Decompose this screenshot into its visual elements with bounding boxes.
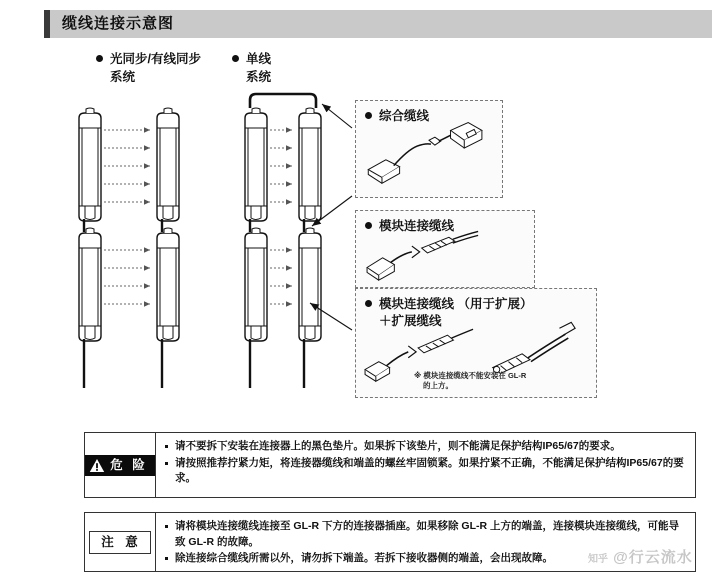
callout-extension-cable [355,288,597,398]
danger-badge [85,455,154,476]
callout-label-line2: ＋扩展缆线 [379,314,442,328]
module-connection-cable-illustration [356,211,534,287]
caution-badge: 注 意 [89,531,150,554]
composite-cable-illustration [356,101,502,197]
danger-body [156,433,695,497]
danger-label-cell [85,433,156,497]
callout-module-connection-cable [355,210,535,288]
bullet-icon [232,55,239,62]
callout-composite-cable [355,100,503,198]
page-title: 缆线连接示意图 [62,15,175,32]
caution-item: 除连接综合缆线所需以外，请勿拆下端盖。若拆下接收器侧的端盖，会出现故障。 [164,551,689,567]
callout-label: 模块连接缆线 （用于扩展） [379,297,533,311]
watermark-handle: @行云流水 [613,549,693,566]
callout-label: 模块连接缆线 [379,219,455,233]
warning-triangle-icon [89,458,105,473]
system-label-line1: 单线 [246,52,272,66]
danger-badge-label: 危 险 [110,457,148,472]
caution-item: 请将模块连接缆线连接至 GL-R 下方的连接器插座。如果移除 GL-R 上方的端盖，连接模块连接缆线，可能导致 GL-R 的故障。 [164,519,689,550]
watermark [588,546,693,567]
note-line1: ※ 模块连接缆线不能安装在 GL-R [414,371,527,380]
system-label-line2: 系统 [246,70,272,84]
extension-cable-note [414,371,589,391]
bullet-icon [96,55,103,62]
notice-danger [84,432,696,498]
caution-label-cell [85,513,156,571]
callout-label: 综合缆线 [379,109,430,123]
watermark-prefix: 知乎 [588,554,608,565]
note-line2: 的上方。 [423,381,453,390]
system-label-single-wire [232,50,271,86]
system-label-line2: 系统 [110,70,136,84]
system-label-line1: 光同步/有线同步 [110,52,201,66]
danger-item: 请按照推荐拧紧力矩，将连接器缆线和端盖的螺丝牢固锁紧。如果拧紧不正确，不能满足保护结构IP65/67的要求。 [164,456,689,487]
section-header [44,10,712,38]
danger-item: 请不要拆下安装在连接器上的黑色垫片。如果拆下该垫片，则不能满足保护结构IP65/67的要求。 [164,439,689,455]
system-label-optical-sync [96,50,201,86]
